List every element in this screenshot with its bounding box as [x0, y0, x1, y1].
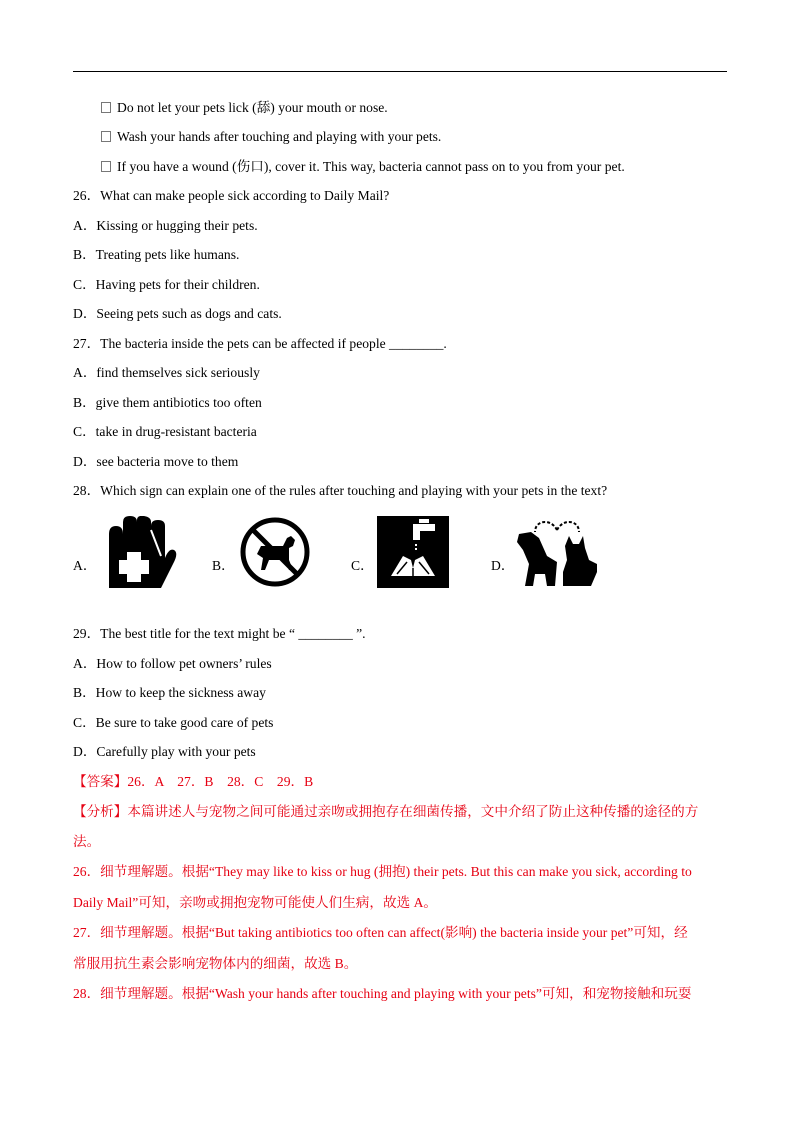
- checkbox-icon: [101, 102, 111, 113]
- checkbox-icon: [101, 131, 111, 142]
- question-27: 27．The bacteria inside the pets can be affected if people ________.: [73, 336, 447, 351]
- answer-line: [73, 773, 313, 791]
- q29-option-c: C．Be sure to take good care of pets: [73, 715, 274, 730]
- answer-text: 26．A 27．B 28．C 29．B: [127, 774, 314, 789]
- q27-option-d: D．see bacteria move to them: [73, 454, 239, 469]
- answer-label: 【答案】: [73, 774, 128, 789]
- q27-option-c: C．take in drug-resistant bacteria: [73, 424, 257, 439]
- analysis-line-2: 法。: [73, 834, 101, 849]
- q26-option-c: C．Having pets for their children.: [73, 277, 260, 292]
- q29-option-a: A．How to follow pet owners’ rules: [73, 656, 272, 671]
- tip-3: [101, 158, 625, 176]
- sign-d-label: D．: [491, 558, 515, 573]
- hand-washing-icon: [377, 516, 449, 588]
- tip-2: [101, 128, 441, 146]
- explanation-26-line-1: 26．细节理解题。根据“They may like to kiss or hug (拥抱) their pets. But this can make you sick, according to: [73, 864, 692, 879]
- sign-a-label: A．: [73, 558, 97, 573]
- explanation-28-line-1: 28．细节理解题。根据“Wash your hands after touching and playing with your pets”可知，和宠物接触和玩耍: [73, 986, 692, 1001]
- q27-option-a: A．find themselves sick seriously: [73, 365, 260, 380]
- question-28: 28．Which sign can explain one of the rules after touching and playing with your pets in the text?: [73, 483, 608, 498]
- tip-3-text: If you have a wound (伤口), cover it. This way, bacteria cannot pass on to you from your pet.: [117, 159, 625, 174]
- q26-option-a: A．Kissing or hugging their pets.: [73, 218, 258, 233]
- sign-options: [73, 516, 673, 588]
- q27-option-b: B．give them antibiotics too often: [73, 395, 262, 410]
- first-aid-glove-icon: [99, 516, 177, 588]
- tip-2-text: Wash your hands after touching and playing with your pets.: [117, 129, 442, 144]
- no-dogs-icon: [239, 516, 311, 588]
- analysis-text-1: 本篇讲述人与宠物之间可能通过亲吻或拥抱存在细菌传播，文中介绍了防止这种传播的途径的方: [127, 804, 699, 819]
- tip-1-text: Do not let your pets lick (舔) your mouth or nose.: [117, 100, 388, 115]
- dog-cat-heart-icon: [517, 516, 599, 588]
- analysis-label: 【分析】: [73, 804, 128, 819]
- tip-1: [101, 99, 388, 117]
- checkbox-icon: [101, 161, 111, 172]
- sign-c-label: C．: [351, 558, 374, 573]
- analysis-line-1: [73, 803, 698, 821]
- q29-option-b: B．How to keep the sickness away: [73, 685, 266, 700]
- q26-option-b: B．Treating pets like humans.: [73, 247, 240, 262]
- explanation-26-line-2: Daily Mail”可知，亲吻或拥抱宠物可能使人们生病，故选 A。: [73, 895, 437, 910]
- header-rule: [73, 71, 727, 72]
- explanation-27-line-2: 常服用抗生素会影响宠物体内的细菌，故选 B。: [73, 956, 358, 971]
- q26-option-d: D．Seeing pets such as dogs and cats.: [73, 306, 282, 321]
- explanation-27-line-1: 27．细节理解题。根据“But taking antibiotics too often can affect(影响) the bacteria inside your pet”可知，经: [73, 925, 688, 940]
- question-26: 26．What can make people sick according to Daily Mail?: [73, 188, 390, 203]
- q29-option-d: D．Carefully play with your pets: [73, 744, 256, 759]
- sign-b-label: B．: [212, 558, 235, 573]
- question-29: 29．The best title for the text might be “ ________ ”.: [73, 626, 366, 641]
